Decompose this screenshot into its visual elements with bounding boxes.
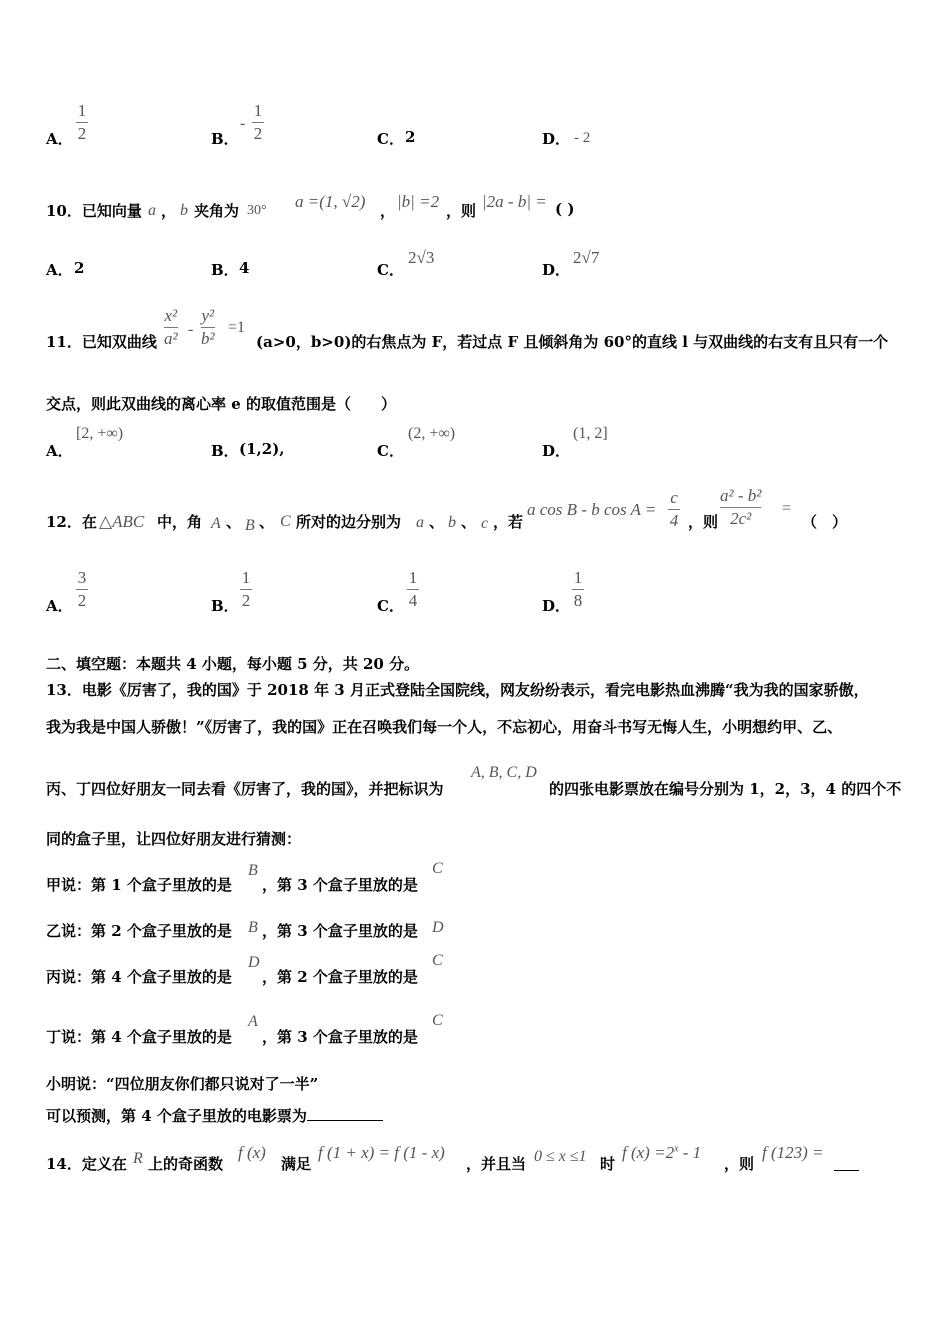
statement-yi-1: 乙说：第 2 个盒子里放的是 (46, 922, 232, 940)
q9-option-b-label: B． (211, 130, 239, 148)
q13-line-3a: 丙、丁四位好朋友一同去看《厉害了，我的国》，并把标识为 (46, 780, 444, 798)
sides-text: 所对的边分别为 (296, 513, 402, 531)
q12-option-d-label: D． (542, 597, 571, 615)
hyperbola-y-term: y² b² (201, 306, 215, 348)
numerator: 1 (77, 101, 87, 120)
statement-jia-1: 甲说：第 1 个盒子里放的是 (46, 876, 232, 894)
x-range: 0 ≤ x ≤1 (534, 1148, 587, 1165)
xiaoming-statement: 小明说：“四位朋友你们都只说对了一半” (46, 1075, 319, 1093)
q9-option-a-fraction (76, 101, 88, 144)
q11-option-c-label: C． (377, 442, 404, 460)
target: f (123) = (762, 1143, 824, 1162)
q10-option-a-value: 2 (74, 259, 85, 277)
q11-option-a-label: A． (46, 442, 73, 460)
guess-letter: B (248, 919, 258, 936)
comma: ， (380, 202, 396, 220)
statement-yi-2: ，第 3 个盒子里放的是 (262, 922, 418, 940)
q13-line-3b: 的四张电影票放在编号分别为 1，2，3，4 的四个不 (549, 780, 902, 798)
vector-b: b (180, 202, 188, 219)
q10-option-d-label: D． (542, 261, 571, 279)
equals-one: =1 (228, 319, 246, 336)
guess-letter: C (432, 1012, 443, 1029)
q10-option-c-label: C． (377, 261, 404, 279)
condition: a cos B - b cos A = (527, 500, 657, 519)
question-number: 10． (46, 202, 82, 220)
q11-option-c-value: (2, +∞) (408, 425, 456, 442)
q13-line-2: 我为我是中国人骄傲！”《厉害了，我的国》正在召唤我们每一个人，不忘初心，用奋斗书写无悔人生，小明想约甲、乙、 (46, 718, 843, 736)
q11-stem-cont: (a>0，b>0)的右焦点为 F，若过点 F 且倾斜角为 60°的直线 l 与双曲线的右支有且只有一个 (256, 333, 889, 351)
q9-option-d-label: D． (542, 130, 571, 148)
answer-paren: ( ) (555, 200, 575, 218)
q11-stem-start: 11．已知双曲线 (46, 333, 157, 351)
set-R: R (133, 1150, 143, 1167)
then-text: ，则 (724, 1155, 755, 1173)
q12-option-a-fraction: 3 2 (77, 568, 87, 610)
separator: 、 (226, 513, 242, 531)
q12-option-c-label: C． (377, 597, 404, 615)
answer-blank[interactable] (834, 1153, 859, 1175)
section-heading: 二、填空题：本题共 4 小题，每小题 5 分，共 20 分。 (46, 655, 420, 673)
statement-jia-2: ，第 3 个盒子里放的是 (262, 876, 418, 894)
q13-ask: 可以预测，第 4 个盒子里放的电影票为 (46, 1105, 383, 1126)
odd-function-text: 上的奇函数 (148, 1155, 224, 1173)
angle-value: 30° (247, 203, 267, 218)
question-number: 11． (46, 333, 82, 351)
guess-letter: A (248, 1013, 258, 1030)
angle-A: A (211, 515, 221, 532)
ticket-labels: A, B, C, D (471, 764, 537, 781)
denominator: 2 (77, 124, 87, 143)
q12-option-b-fraction: 1 2 (241, 568, 251, 610)
q12-option-d-fraction: 1 8 (573, 568, 583, 610)
statement-ding-2: ，第 3 个盒子里放的是 (262, 1028, 418, 1046)
statement-bing-1: 丙说：第 4 个盒子里放的是 (46, 968, 232, 986)
q11-option-a-value: [2, +∞) (76, 425, 124, 442)
when-text: ，并且当 (466, 1155, 527, 1173)
hyperbola-x-term: x² a² (164, 306, 178, 348)
norm-b: |b| =2 (397, 192, 440, 211)
symmetry-condition: f (1 + x) = f (1 - x) (318, 1143, 445, 1162)
separator: 、 (259, 513, 275, 531)
q9-option-c-label: C． (377, 130, 404, 148)
numerator: 1 (253, 101, 263, 120)
comma: ， (161, 202, 177, 220)
separator: 、 (429, 513, 445, 531)
q12-option-b-label: B． (211, 597, 239, 615)
answer-blank[interactable] (307, 1120, 383, 1121)
q9-option-b-sign: - (240, 115, 246, 132)
if-text: ，若 (493, 513, 524, 531)
q10-option-b-label: B． (211, 261, 239, 279)
vector-a: a (148, 202, 156, 219)
statement-ding-1: 丁说：第 4 个盒子里放的是 (46, 1028, 232, 1046)
q11-option-b-value: (1,2), (239, 440, 285, 458)
triangle: △ABC (99, 512, 145, 531)
minus-sign: - (188, 321, 194, 338)
definition: f $(x) =2^x - 1$ (622, 1143, 702, 1162)
c-over-4: c 4 (669, 488, 679, 530)
then-text: ，则 (688, 513, 719, 531)
q10-option-d-value: 2√7 (573, 248, 600, 267)
q13-line-1: 13．电影《厉害了，我的国》于 2018 年 3 月正式登陆全国院线，网友纷纷表示，看完电影热血沸腾“我为我的国家骄傲， (46, 681, 869, 699)
angle-text: 中，角 (157, 513, 203, 531)
q10-option-a-label: A． (46, 261, 73, 279)
q13-line-4: 同的盒子里，让四位好朋友进行猜测： (46, 830, 302, 848)
denominator: 2 (253, 124, 263, 143)
angle-text: 夹角为 (194, 202, 240, 220)
answer-paren: （ ） (802, 513, 848, 531)
q9-option-d-value: - 2 (574, 130, 591, 146)
q10-option-b-value: 4 (239, 259, 250, 277)
target-expression: a² - b² 2c² (720, 486, 762, 528)
time-text: 时 (600, 1155, 616, 1173)
q10-option-c-value: 2√3 (408, 248, 435, 267)
q9-option-c-value: 2 (405, 128, 416, 146)
guess-letter: C (432, 860, 443, 877)
side-b: b (448, 514, 456, 531)
q12-option-c-fraction: 1 4 (408, 568, 418, 610)
angle-B: B (245, 517, 255, 534)
q11-option-d-label: D． (542, 442, 571, 460)
q12-number: 12．在 (46, 513, 97, 531)
side-c: c (481, 515, 489, 532)
q11-option-b-label: B． (211, 442, 239, 460)
guess-letter: D (432, 919, 444, 936)
q10-stem: 10．已知向量 (46, 202, 142, 220)
separator: 、 (461, 513, 477, 531)
f-of-x: f (x) (238, 1143, 266, 1162)
statement-bing-2: ，第 2 个盒子里放的是 (262, 968, 418, 986)
expression: |2a - b| = (482, 192, 547, 211)
q11-stem-line2: 交点，则此双曲线的离心率 e 的取值范围是（ ） (46, 395, 396, 413)
guess-letter: C (432, 952, 443, 969)
angle-C: C (280, 513, 291, 530)
vector-a-coords: a =(1, √2) (295, 192, 366, 211)
then-text: ，则 (446, 202, 477, 220)
q14-number: 14．定义在 (46, 1155, 127, 1173)
equals-sign: = (782, 500, 792, 517)
q11-option-d-value: (1, 2] (573, 425, 608, 442)
side-a: a (416, 514, 424, 531)
satisfy-text: 满足 (281, 1155, 312, 1173)
q9-option-b-fraction (252, 101, 264, 144)
guess-letter: B (248, 862, 258, 879)
guess-letter: D (248, 954, 260, 971)
q9-option-a-label: A． (46, 130, 73, 148)
q12-option-a-label: A． (46, 597, 73, 615)
